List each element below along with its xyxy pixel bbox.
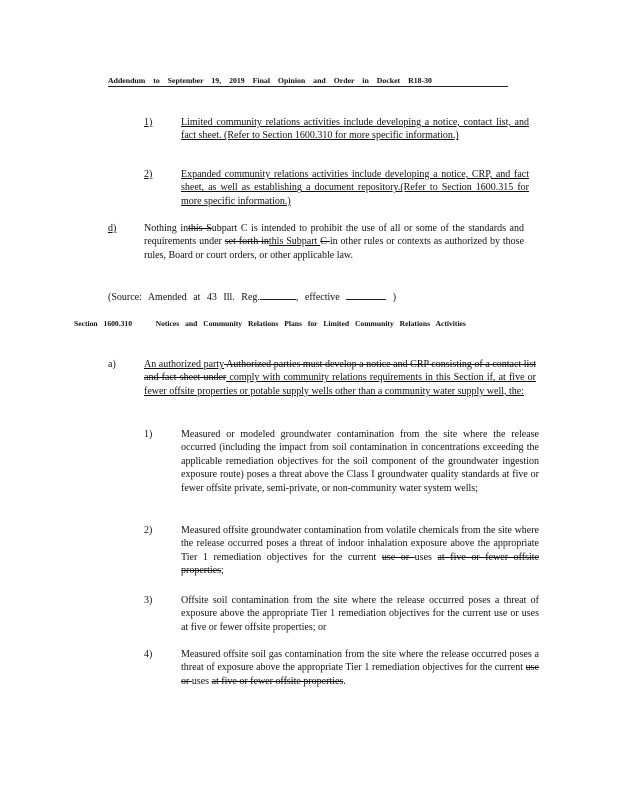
item-a1-text: Measured or modeled groundwater contamination from the site where the release occurred (including the impact from soil contamination in concentrations exceeding the applicable remediation objectives for the soil component of the groundwater ingestion exposure route) poses a threat above the Class I groundwater quality standards at five or fewer offsite private, semi-private, or non-community water system wells; (181, 429, 539, 494)
item-a2-text: Measured offsite groundwater contamination from volatile chemicals from the site where the release occurred poses a threat of indoor inhalation exposure above the appropriate Tier 1 remediation objectives for the current use or uses at five or fewer offsite properties; (181, 525, 540, 577)
item-a4-label: 4) (144, 649, 153, 660)
item-a3-label: 3) (144, 595, 153, 606)
item-a3-text: Offsite soil contamination from the site where the release occurred poses a threat of exposure above the appropriate Tier 1 remediation objectives for the current use or uses at five or fewer offsite properties; or (181, 595, 539, 633)
item-a-label: a) (108, 359, 116, 370)
item-c2-label: 2) (144, 169, 153, 180)
item-a2-label: 2) (144, 525, 153, 536)
item-a-text: An authorized party Authorized parties must develop a notice and CRP consisting of a contact list and fact sheet under comply with community relations requirements in this Section if, at five or fewer offsite properties or potable supply wells other than a community water supply well, the: (144, 359, 536, 397)
item-c2-text: Expanded community relations activities include developing a notice, CRP, and fact sheet, as well as establishing a document repository.(Refer to Section 1600.315 for more specific information.) (181, 169, 529, 207)
item-c1-label: 1) (144, 117, 153, 128)
item-a4-text: Measured offsite soil gas contamination from the site where the release occurred poses a threat of exposure above the appropriate Tier 1 remediation objectives for the current use or uses at five or fewer offsite properties. (181, 649, 539, 687)
page-header: Addendum to September 19, 2019 Final Opinion and Order in Docket R18-30 (108, 76, 508, 87)
section-heading: Section 1600.310 Notices and Community Relations Plans for Limited Community Relations Activities (74, 319, 466, 328)
item-a1-label: 1) (144, 429, 153, 440)
source-note: (Source: Amended at 43 Ill. Reg. , effective ) (108, 292, 397, 303)
item-c1-text: Limited community relations activities include developing a notice, contact list, and fact sheet. (Refer to Section 1600.310 for more specific information.) (181, 117, 529, 142)
item-d-text: Nothing inthis Subpart C is intended to prohibit the use of all or some of the standards and requirements under set forth inthis Subpart C in other rules or contexts as authorized by those rules, Board or court orders, or other applicable law. (144, 223, 525, 261)
item-d-label: d) (108, 223, 117, 234)
